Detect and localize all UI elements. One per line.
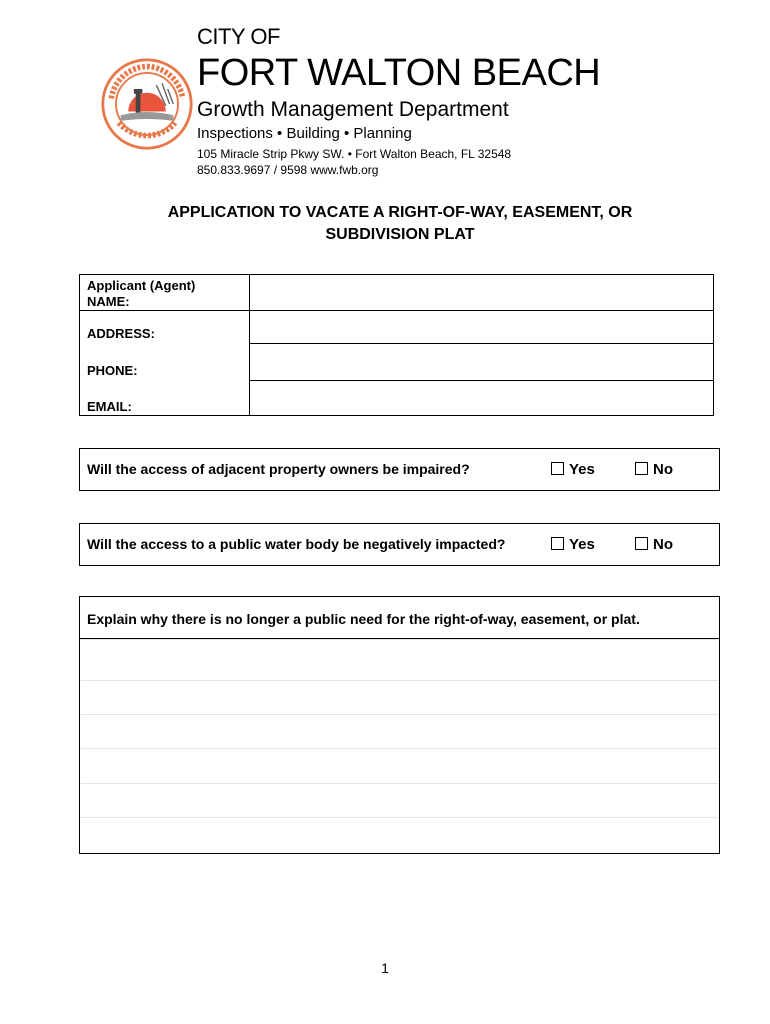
form-title	[80, 202, 720, 246]
answer-line[interactable]	[81, 639, 718, 673]
question-water-access	[79, 523, 720, 566]
q2-yes-checkbox[interactable]	[551, 537, 564, 550]
answer-line[interactable]	[81, 748, 718, 782]
applicant-table	[79, 274, 714, 416]
name-label-line1: Applicant (Agent)	[87, 278, 196, 293]
q1-no-checkbox[interactable]	[635, 462, 648, 475]
form-title-line2: SUBDIVISION PLAT	[325, 226, 475, 243]
form-title-line1: APPLICATION TO VACATE A RIGHT-OF-WAY, EASEMENT, OR	[167, 204, 633, 221]
q1-yes-label: Yes	[569, 461, 595, 478]
q1-no-option[interactable]	[635, 461, 673, 478]
page-number: 1	[381, 960, 389, 976]
answer-line[interactable]	[81, 817, 718, 851]
q1-no-label: No	[653, 461, 673, 478]
answer-line[interactable]	[81, 783, 718, 817]
name-field[interactable]	[251, 275, 712, 310]
q2-yes-option[interactable]	[551, 536, 595, 553]
city-of-label: CITY OF	[197, 24, 280, 49]
phone-label: PHONE:	[87, 363, 138, 378]
question-adjacent-access	[79, 448, 720, 491]
explanation-box	[79, 596, 720, 854]
q2-no-option[interactable]	[635, 536, 673, 553]
name-label	[87, 278, 195, 310]
letterhead	[197, 24, 600, 178]
question-text: Will the access of adjacent property owners be impaired?	[87, 461, 470, 477]
email-field[interactable]	[251, 381, 712, 415]
department-name: Growth Management Department	[197, 98, 509, 121]
column-divider	[249, 275, 250, 415]
services-line: Inspections • Building • Planning	[197, 125, 412, 142]
answer-line[interactable]	[81, 714, 718, 748]
q1-yes-checkbox[interactable]	[551, 462, 564, 475]
address-label: ADDRESS:	[87, 326, 155, 341]
phone-field[interactable]	[251, 344, 712, 380]
q2-no-checkbox[interactable]	[635, 537, 648, 550]
row-divider	[80, 310, 249, 311]
answer-line[interactable]	[81, 680, 718, 714]
q2-yes-label: Yes	[569, 536, 595, 553]
email-label: EMAIL:	[87, 399, 132, 414]
city-seal-icon	[100, 57, 194, 151]
q1-yes-option[interactable]	[551, 461, 595, 478]
question-text: Will the access to a public water body be negatively impacted?	[87, 536, 506, 552]
name-label-line2: NAME:	[87, 294, 130, 309]
contact-line: 850.833.9697 / 9598 www.fwb.org	[197, 163, 379, 177]
explanation-prompt: Explain why there is no longer a public need for the right-of-way, easement, or plat.	[87, 611, 640, 627]
address-field[interactable]	[251, 311, 712, 343]
q2-no-label: No	[653, 536, 673, 553]
address-line: 105 Miracle Strip Pkwy SW. • Fort Walton Beach, FL 32548	[197, 147, 512, 161]
city-name: FORT WALTON BEACH	[197, 52, 601, 94]
